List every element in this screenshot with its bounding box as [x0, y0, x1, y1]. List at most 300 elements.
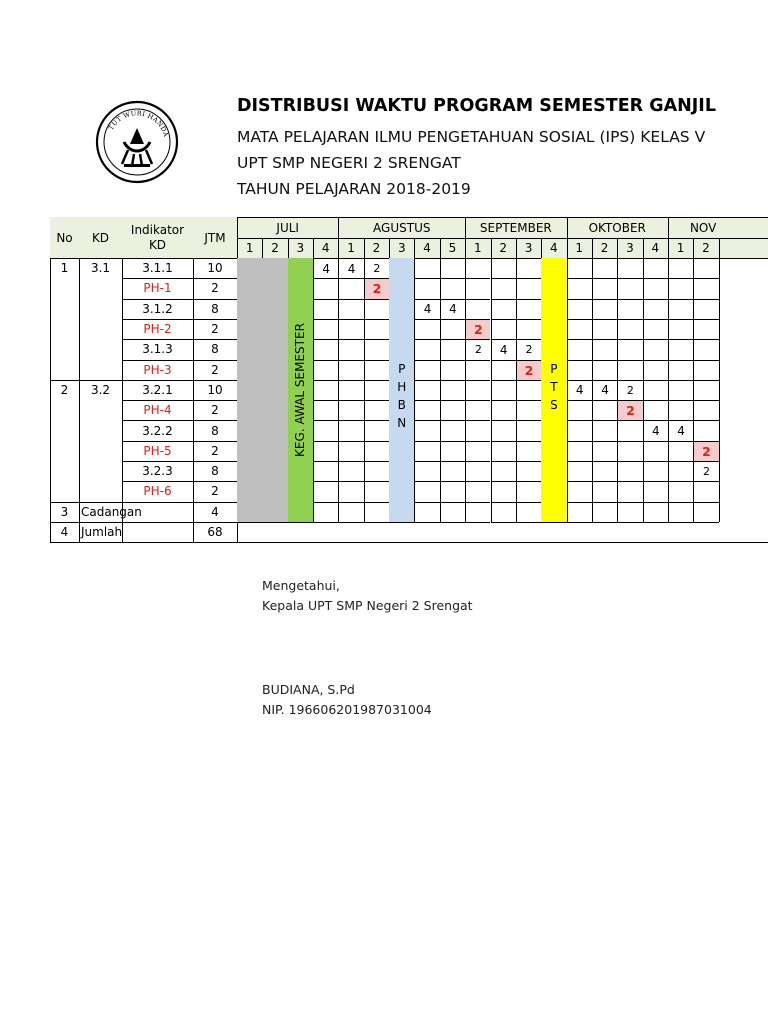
- week-value: 2: [525, 343, 533, 357]
- grid-line: [389, 522, 414, 523]
- row-jtm: 68: [207, 525, 223, 540]
- row-no: 3: [60, 504, 69, 519]
- grid-line: [617, 441, 642, 442]
- week-value: 4: [423, 302, 432, 317]
- week-number: 3: [296, 241, 305, 255]
- month-juli: JULI: [276, 220, 299, 235]
- band-label-phbn: [394, 360, 410, 432]
- grid-line: [313, 339, 338, 340]
- grid-line: [313, 299, 338, 300]
- grid-line: [617, 502, 642, 503]
- grid-line: [414, 441, 439, 442]
- grid-line: [643, 319, 668, 320]
- grid-line: [617, 461, 642, 462]
- signature-line-1: Mengetahui,: [262, 578, 340, 593]
- grid-line: [567, 420, 592, 421]
- row-no: 1: [60, 261, 69, 276]
- grid-line: [491, 360, 516, 361]
- row-no: [50, 278, 79, 298]
- row-jtm: 8: [211, 301, 219, 316]
- month-september: SEPTEMBER: [479, 220, 552, 235]
- grid-line: [313, 380, 338, 381]
- row-kd: [79, 400, 122, 420]
- grid-line: [617, 339, 642, 340]
- row-kd: Jumlah: [81, 525, 123, 540]
- week-number: 1: [676, 241, 685, 255]
- grid-line: [491, 441, 516, 442]
- grid-line: [516, 522, 541, 523]
- grid-line: [237, 542, 768, 543]
- band-letter: P: [398, 361, 406, 376]
- grid-line: [643, 360, 668, 361]
- row-no: [50, 360, 79, 380]
- row-indikator: PH-2: [143, 322, 172, 337]
- grid-line: [668, 238, 669, 522]
- grid-line: [592, 461, 617, 462]
- grid-line: [364, 461, 389, 462]
- grid-line: [313, 441, 338, 442]
- grid-line: [288, 522, 313, 523]
- band-week-1: [237, 258, 262, 522]
- week-number: 1: [347, 241, 355, 255]
- row-jtm: 8: [211, 464, 219, 479]
- week-value: 2: [474, 343, 482, 357]
- header-no: No: [50, 217, 79, 258]
- week-value: 2: [365, 279, 389, 298]
- grid-line: [313, 400, 338, 401]
- week-value: 2: [626, 383, 634, 397]
- grid-line: [592, 522, 617, 523]
- grid-line: [440, 400, 465, 401]
- grid-line: [643, 380, 668, 381]
- row-jtm: 8: [211, 423, 219, 438]
- grid-line: [567, 441, 592, 442]
- month-nov: NOV: [689, 220, 717, 235]
- grid-line: [643, 461, 668, 462]
- grid-line: [313, 461, 338, 462]
- grid-line: [643, 299, 668, 300]
- grid-line: [668, 502, 693, 503]
- row-jtm: 2: [211, 362, 219, 377]
- grid-line: [516, 238, 517, 522]
- week-value: 2: [373, 262, 381, 276]
- row-kd: Cadangan: [81, 504, 142, 519]
- week-number: 2: [702, 241, 710, 255]
- grid-line: [465, 400, 490, 401]
- grid-line: [237, 522, 262, 523]
- row-jtm: 2: [211, 443, 219, 458]
- grid-line: [465, 238, 466, 522]
- grid-line: [364, 420, 389, 421]
- subject-line: MATA PELAJARAN ILMU PENGETAHUAN SOSIAL (IPS) KELAS V: [237, 128, 706, 146]
- row-indikator: 3.2.1: [142, 382, 173, 397]
- week-value: 4: [601, 383, 609, 398]
- grid-line: [440, 441, 465, 442]
- row-kd: [79, 339, 122, 359]
- grid-line: [313, 238, 314, 522]
- grid-line: [313, 360, 338, 361]
- signature-nip: NIP. 196606201987031004: [262, 702, 432, 717]
- school-line: UPT SMP NEGERI 2 SRENGAT: [237, 154, 461, 172]
- grid-line: [617, 420, 642, 421]
- row-kd: 3.2: [90, 382, 111, 397]
- grid-line: [592, 299, 617, 300]
- grid-line: [313, 481, 338, 482]
- grid-line: [668, 400, 693, 401]
- grid-line: [364, 481, 389, 482]
- grid-line: [693, 299, 718, 300]
- grid-line: [643, 238, 644, 522]
- grid-line: [465, 360, 490, 361]
- week-value: 4: [347, 261, 356, 276]
- row-indikator: 3.2.3: [142, 464, 173, 479]
- grid-line: [491, 481, 516, 482]
- row-jtm: 10: [207, 382, 223, 397]
- row-kd: [79, 420, 122, 440]
- grid-line: [693, 502, 718, 503]
- grid-line: [567, 319, 592, 320]
- grid-line: [516, 461, 541, 462]
- grid-line: [516, 278, 541, 279]
- week-number: 2: [271, 241, 279, 255]
- grid-line: [617, 522, 642, 523]
- grid-line: [643, 522, 668, 523]
- row-no: [50, 400, 79, 420]
- grid-line: [313, 502, 338, 503]
- grid-line: [668, 278, 693, 279]
- grid-line: [643, 481, 668, 482]
- row-no: 2: [60, 382, 69, 397]
- grid-line: [668, 319, 693, 320]
- header-kd: KD: [79, 217, 122, 258]
- week-value: 2: [466, 320, 490, 339]
- grid-line: [491, 461, 516, 462]
- grid-line: [440, 461, 465, 462]
- week-value: 2: [517, 361, 541, 380]
- grid-line: [491, 278, 516, 279]
- row-no: [50, 299, 79, 319]
- grid-line: [338, 360, 363, 361]
- grid-line: [364, 441, 389, 442]
- week-number: 1: [575, 241, 584, 255]
- grid-line: [364, 502, 389, 503]
- grid-line: [668, 360, 693, 361]
- grid-line: [617, 360, 642, 361]
- grid-line: [617, 278, 642, 279]
- row-no: [50, 461, 79, 481]
- row-kd: [79, 360, 122, 380]
- grid-line: [693, 420, 718, 421]
- grid-line: [364, 319, 389, 320]
- grid-line: [617, 299, 642, 300]
- grid-line: [440, 278, 465, 279]
- header-jtm: JTM: [193, 217, 237, 258]
- row-kd: [79, 299, 122, 319]
- grid-line: [693, 319, 718, 320]
- grid-line: [338, 319, 363, 320]
- week-number: 1: [245, 241, 254, 255]
- grid-line: [668, 339, 693, 340]
- grid-line: [668, 522, 693, 523]
- grid-line: [693, 278, 718, 279]
- grid-line: [491, 522, 516, 523]
- grid-line: [414, 522, 439, 523]
- row-no: 4: [60, 525, 69, 540]
- grid-line: [414, 481, 439, 482]
- grid-line: [516, 441, 541, 442]
- grid-line: [262, 522, 287, 523]
- week-number: 4: [651, 241, 660, 255]
- grid-line: [491, 299, 516, 300]
- row-jtm: 2: [211, 484, 219, 499]
- grid-line: [693, 522, 718, 523]
- grid-line: [122, 542, 237, 543]
- grid-line: [719, 238, 720, 522]
- grid-line: [491, 400, 516, 401]
- grid-line: [516, 319, 541, 320]
- row-kd: [79, 441, 122, 461]
- grid-line: [592, 502, 617, 503]
- grid-line: [592, 278, 617, 279]
- row-jtm: 2: [211, 281, 219, 296]
- grid-line: [516, 400, 541, 401]
- grid-line: [643, 400, 668, 401]
- grid-line: [440, 502, 465, 503]
- grid-line: [617, 319, 642, 320]
- week-number: 5: [448, 241, 457, 255]
- row-jtm: 2: [211, 322, 219, 337]
- week-value: 4: [449, 302, 457, 317]
- week-value: 2: [702, 465, 710, 479]
- month-oktober: OKTOBER: [588, 220, 646, 235]
- grid-line: [440, 481, 465, 482]
- grid-line: [338, 299, 363, 300]
- grid-line: [465, 461, 490, 462]
- grid-line: [592, 481, 617, 482]
- row-kd: [79, 278, 122, 298]
- logo-motto: TUT WURI HANDA: [106, 109, 171, 138]
- grid-line: [516, 502, 541, 503]
- grid-line: [338, 502, 363, 503]
- grid-line: [465, 420, 490, 421]
- row-no: [50, 441, 79, 461]
- band-letter: B: [397, 397, 406, 412]
- band-label-awal-semester: KEG. AWAL SEMESTER: [293, 323, 308, 457]
- grid-line: [643, 441, 668, 442]
- grid-line: [313, 420, 338, 421]
- grid-line: [617, 481, 642, 482]
- signature-line-2: Kepala UPT SMP Negeri 2 Srengat: [262, 598, 473, 613]
- week-number: 2: [372, 241, 381, 255]
- band-letter: H: [397, 379, 407, 394]
- grid-line: [567, 339, 592, 340]
- grid-line: [414, 420, 439, 421]
- grid-line: [338, 339, 363, 340]
- row-jtm: 8: [211, 342, 219, 357]
- row-kd: [79, 461, 122, 481]
- row-indikator: PH-1: [143, 281, 172, 296]
- grid-line: [491, 502, 516, 503]
- grid-line: [440, 360, 465, 361]
- grid-line: [338, 441, 363, 442]
- row-jtm: 4: [211, 504, 219, 519]
- grid-line: [465, 522, 490, 523]
- week-value: 4: [575, 383, 584, 398]
- grid-line: [567, 502, 592, 503]
- month-agustus: AGUSTUS: [373, 220, 431, 235]
- grid-line: [668, 481, 693, 482]
- row-indikator: PH-4: [143, 403, 172, 418]
- grid-line: [440, 522, 465, 523]
- row-no: [50, 481, 79, 501]
- grid-line: [465, 502, 490, 503]
- grid-line: [693, 339, 718, 340]
- grid-line: [364, 299, 389, 300]
- grid-line: [516, 299, 541, 300]
- grid-line: [338, 380, 363, 381]
- grid-line: [440, 238, 441, 522]
- week-value: 4: [677, 424, 685, 439]
- grid-line: [491, 319, 516, 320]
- grid-line: [338, 278, 363, 279]
- grid-line: [567, 400, 592, 401]
- grid-line: [567, 299, 592, 300]
- header-indikator: Indikator KD: [122, 217, 193, 258]
- band-letter: P: [550, 361, 558, 376]
- row-kd: 3.1: [90, 261, 111, 276]
- grid-line: [668, 380, 693, 381]
- grid-line: [414, 400, 439, 401]
- band-letter: S: [550, 397, 558, 412]
- grid-line: [338, 522, 363, 523]
- grid-line: [313, 319, 338, 320]
- grid-line: [567, 481, 592, 482]
- week-number: 4: [321, 241, 330, 255]
- grid-line: [643, 278, 668, 279]
- grid-line: [491, 380, 516, 381]
- grid-line: [414, 360, 439, 361]
- grid-line: [440, 319, 465, 320]
- row-no: [50, 339, 79, 359]
- week-number: 4: [550, 241, 558, 255]
- week-number: 3: [626, 241, 634, 255]
- row-indikator: PH-5: [143, 443, 172, 458]
- grid-line: [465, 441, 490, 442]
- grid-line: [668, 461, 693, 462]
- grid-line: [414, 380, 439, 381]
- grid-line: [440, 420, 465, 421]
- grid-line: [643, 502, 668, 503]
- grid-line: [567, 360, 592, 361]
- grid-line: [592, 360, 617, 361]
- grid-line: [364, 522, 389, 523]
- grid-line: [592, 319, 617, 320]
- grid-line: [592, 339, 617, 340]
- grid-line: [364, 360, 389, 361]
- grid-line: [414, 238, 415, 522]
- page-title: DISTRIBUSI WAKTU PROGRAM SEMESTER GANJIL: [237, 96, 716, 116]
- grid-line: [693, 360, 718, 361]
- grid-line: [643, 339, 668, 340]
- grid-line: [668, 441, 693, 442]
- grid-line: [313, 522, 338, 523]
- week-value: 4: [322, 261, 331, 276]
- grid-line: [414, 339, 439, 340]
- grid-line: [491, 420, 516, 421]
- band-label-pts: [546, 360, 562, 414]
- grid-line: [414, 319, 439, 320]
- row-indikator: 3.1.3: [142, 342, 173, 357]
- year-line: TAHUN PELAJARAN 2018-2019: [237, 180, 471, 198]
- grid-line: [592, 420, 617, 421]
- grid-line: [693, 400, 718, 401]
- grid-line: [491, 238, 492, 522]
- band-week-2: [262, 258, 287, 522]
- grid-line: [364, 339, 389, 340]
- week-number: 1: [473, 241, 482, 255]
- week-number: 3: [397, 241, 406, 255]
- row-kd: [79, 481, 122, 501]
- week-number: 4: [423, 241, 431, 255]
- grid-line: [338, 481, 363, 482]
- row-jtm: 10: [207, 261, 223, 276]
- week-value: 2: [694, 442, 718, 461]
- grid-line: [465, 299, 490, 300]
- week-number: 3: [524, 241, 533, 255]
- grid-line: [693, 481, 718, 482]
- grid-line: [440, 339, 465, 340]
- grid-line: [567, 522, 592, 523]
- week-value: 4: [499, 342, 508, 357]
- grid-line: [414, 461, 439, 462]
- grid-line: [414, 502, 439, 503]
- grid-line: [338, 461, 363, 462]
- band-letter: T: [550, 379, 558, 394]
- grid-line: [465, 481, 490, 482]
- row-indikator: PH-3: [143, 362, 172, 377]
- grid-line: [364, 400, 389, 401]
- grid-line: [592, 441, 617, 442]
- grid-line: [440, 380, 465, 381]
- row-jtm: 2: [211, 403, 219, 418]
- grid-line: [338, 238, 339, 522]
- row-indikator: 3.2.2: [142, 423, 173, 438]
- row-indikator: PH-6: [143, 484, 172, 499]
- row-indikator: 3.1.2: [142, 301, 173, 316]
- week-number: 2: [499, 241, 507, 255]
- row-indikator: 3.1.1: [142, 261, 173, 276]
- grid-line: [465, 380, 490, 381]
- grid-line: [364, 380, 389, 381]
- grid-line: [516, 481, 541, 482]
- week-number: 2: [600, 241, 609, 255]
- grid-line: [693, 380, 718, 381]
- grid-line: [668, 299, 693, 300]
- grid-line: [592, 400, 617, 401]
- grid-line: [313, 278, 338, 279]
- week-value: 2: [618, 401, 642, 420]
- grid-line: [338, 420, 363, 421]
- grid-line: [516, 380, 541, 381]
- row-no: [50, 319, 79, 339]
- grid-line: [414, 278, 439, 279]
- grid-line: [567, 278, 592, 279]
- row-no: [50, 420, 79, 440]
- grid-line: [338, 400, 363, 401]
- row-kd: [79, 319, 122, 339]
- grid-line: [50, 542, 122, 543]
- grid-line: [516, 420, 541, 421]
